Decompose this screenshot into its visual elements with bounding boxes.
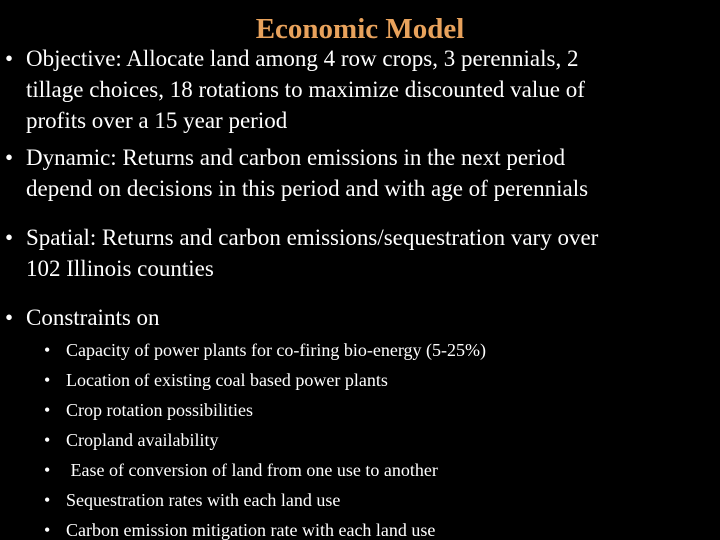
sub-bullet-marker: • [44, 340, 51, 360]
slide-title: Economic Model [255, 13, 465, 45]
bullet-marker: • [5, 225, 14, 250]
bullet-line: Objective: Allocate land among 4 row crops, 3 perennials, 2 [26, 46, 579, 71]
sub-bullet-text: Ease of conversion of land from one use to another [66, 460, 438, 480]
bullet-line: Constraints on [26, 305, 160, 330]
sub-bullet-text: Sequestration rates with each land use [66, 490, 341, 510]
bullet-text [26, 302, 716, 333]
sub-bullet-text: Capacity of power plants for co-firing bio-energy (5-25%) [66, 340, 487, 360]
bullet-marker: • [5, 46, 14, 71]
sub-bullet-marker: • [44, 460, 51, 480]
bullet-marker: • [5, 145, 14, 170]
bullet-line: tillage choices, 18 rotations to maximize discounted value of [26, 77, 585, 102]
bullet-line: profits over a 15 year period [26, 108, 288, 133]
sub-bullet-marker: • [44, 400, 51, 420]
bullet-line: 102 Illinois counties [26, 256, 214, 281]
bullet-text [26, 43, 716, 136]
sub-bullet-text: Carbon emission mitigation rate with each land use [66, 520, 436, 540]
sub-bullet-text: Crop rotation possibilities [66, 400, 253, 420]
sub-bullet-text: Location of existing coal based power plants [66, 370, 388, 390]
bullet-line: depend on decisions in this period and with age of perennials [26, 176, 589, 201]
sub-bullet-marker: • [44, 490, 51, 510]
bullet-line: Spatial: Returns and carbon emissions/sequestration vary over [26, 225, 599, 250]
bullet-line: Dynamic: Returns and carbon emissions in the next period [26, 145, 566, 170]
sub-bullet-marker: • [44, 370, 51, 390]
sub-bullet-marker: • [44, 520, 51, 540]
sub-bullet-marker: • [44, 430, 51, 450]
bullet-marker: • [5, 305, 14, 330]
bullet-text [26, 142, 716, 204]
bullet-text [26, 222, 716, 284]
sub-bullet-text: Cropland availability [66, 430, 219, 450]
